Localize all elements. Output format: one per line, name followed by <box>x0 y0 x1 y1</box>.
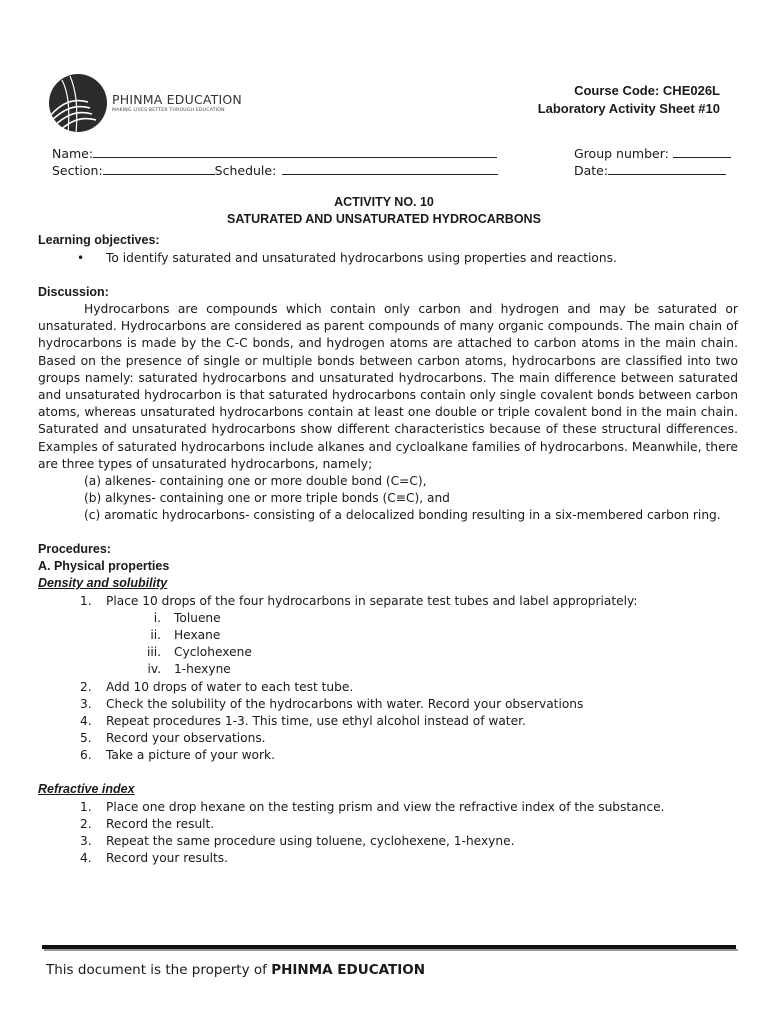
density-heading: Density and solubility <box>38 576 168 590</box>
group-label: Group <box>574 146 613 161</box>
sub-item-cyclohexene: Cyclohexene <box>174 645 252 659</box>
sub-item-number: ii. <box>150 628 161 642</box>
section-line[interactable] <box>103 162 215 175</box>
phinma-logo-icon <box>48 72 108 134</box>
group-field[interactable] <box>574 145 731 161</box>
date-line[interactable] <box>608 162 726 175</box>
objectives-bullet: • <box>77 251 85 265</box>
density-step: Take a picture of your work. <box>106 748 275 762</box>
objectives-heading: Learning objectives: <box>38 233 160 247</box>
discussion-paragraph: Hydrocarbons are compounds which contain only carbon and hydrogen and may be saturated or unsaturated. Hydrocarbons are considered as parent compounds of many organic compounds. The main chain of hydrocarbons is made by the C-C bonds, and hydrogen atoms are attached to carbon atoms in the main chain. Based on the presence of single or multiple bonds between carbon atoms, hydrocarbons are classified into two groups namely: saturated hydrocarbons and unsaturated hydrocarbons. The main difference between saturated and unsaturated hydrocarbon is that saturated hydrocarbons contain only single covalent bonds between carbon atoms, whereas unsaturated hydrocarbons contain at least one double or triple covalent bond in the main chain. Saturated and unsaturated hydrocarbons show different characteristics because of these structural differences. Examples of saturated hydrocarbons include alkanes and cycloalkane families of hydrocarbons. Meanwhile, there are three types of unsaturated hydrocarbons, namely; <box>38 302 738 471</box>
footer-notice <box>46 962 425 978</box>
footer-owner: PHINMA EDUCATION <box>271 962 426 978</box>
type-aromatic: (c) aromatic hydrocarbons- consisting of a delocalized bonding resulting in a six-membered carbon ring. <box>84 508 721 522</box>
discussion-heading: Discussion: <box>38 285 109 299</box>
sub-item-hexane: Hexane <box>174 628 221 642</box>
section-label: Section: <box>52 163 103 178</box>
activity-title: SATURATED AND UNSATURATED HYDROCARBONS <box>227 212 541 226</box>
footer-divider-shadow <box>44 949 738 951</box>
activity-number: ACTIVITY NO. 10 <box>334 195 434 209</box>
group-line[interactable] <box>673 145 731 158</box>
step-number: 1. <box>80 594 92 608</box>
step-number: 4. <box>80 714 92 728</box>
date-label: Date: <box>574 163 609 178</box>
density-step: Place 10 drops of the four hydrocarbons in separate test tubes and label appropriately: <box>106 594 638 608</box>
type-alkenes: (a) alkenes- containing one or more double bond (C=C), <box>84 474 427 488</box>
course-code: Course Code: CHE026L <box>574 83 720 98</box>
sheet-title: Laboratory Activity Sheet #10 <box>537 101 720 116</box>
density-step: Repeat procedures 1-3. This time, use ethyl alcohol instead of water. <box>106 714 526 728</box>
section-a-heading: A. Physical properties <box>38 559 170 573</box>
brand-tagline: MAKING LIVES BETTER THROUGH EDUCATION <box>112 108 225 113</box>
date-field[interactable] <box>574 162 726 178</box>
density-step: Add 10 drops of water to each test tube. <box>106 680 354 694</box>
step-number: 1. <box>80 800 92 814</box>
density-step: Record your observations. <box>106 731 266 745</box>
sub-item-toluene: Toluene <box>174 611 221 625</box>
name-field[interactable] <box>52 145 497 161</box>
sub-item-number: i. <box>153 611 161 625</box>
name-line[interactable] <box>93 145 497 158</box>
refractive-step: Record your results. <box>106 851 228 865</box>
schedule-label: Schedule: <box>214 163 277 178</box>
group-number-label: number: <box>616 146 669 161</box>
step-number: 4. <box>80 851 92 865</box>
step-number: 6. <box>80 748 92 762</box>
refractive-heading: Refractive index <box>38 782 135 796</box>
schedule-line[interactable] <box>282 162 498 175</box>
refractive-step: Place one drop hexane on the testing prism and view the refractive index of the substance. <box>106 800 665 814</box>
section-field[interactable] <box>52 162 498 178</box>
sub-item-number: iv. <box>147 662 161 676</box>
footer-prefix: This document is the property of <box>46 962 272 978</box>
step-number: 2. <box>80 680 92 694</box>
step-number: 3. <box>80 697 92 711</box>
sub-item-number: iii. <box>146 645 161 659</box>
sub-item-hexyne: 1-hexyne <box>174 662 231 676</box>
refractive-step: Repeat the same procedure using toluene, cyclohexene, 1-hexyne. <box>106 834 515 848</box>
objective-item: To identify saturated and unsaturated hydrocarbons using properties and reactions. <box>106 251 617 265</box>
type-alkynes: (b) alkynes- containing one or more triple bonds (C≡C), and <box>84 491 450 505</box>
refractive-step: Record the result. <box>106 817 215 831</box>
name-label: Name: <box>52 146 94 161</box>
procedures-heading: Procedures: <box>38 542 111 556</box>
step-number: 3. <box>80 834 92 848</box>
brand-name: PHINMA EDUCATION <box>112 92 242 107</box>
step-number: 5. <box>80 731 92 745</box>
density-step: Check the solubility of the hydrocarbons with water. Record your observations <box>106 697 584 711</box>
step-number: 2. <box>80 817 92 831</box>
